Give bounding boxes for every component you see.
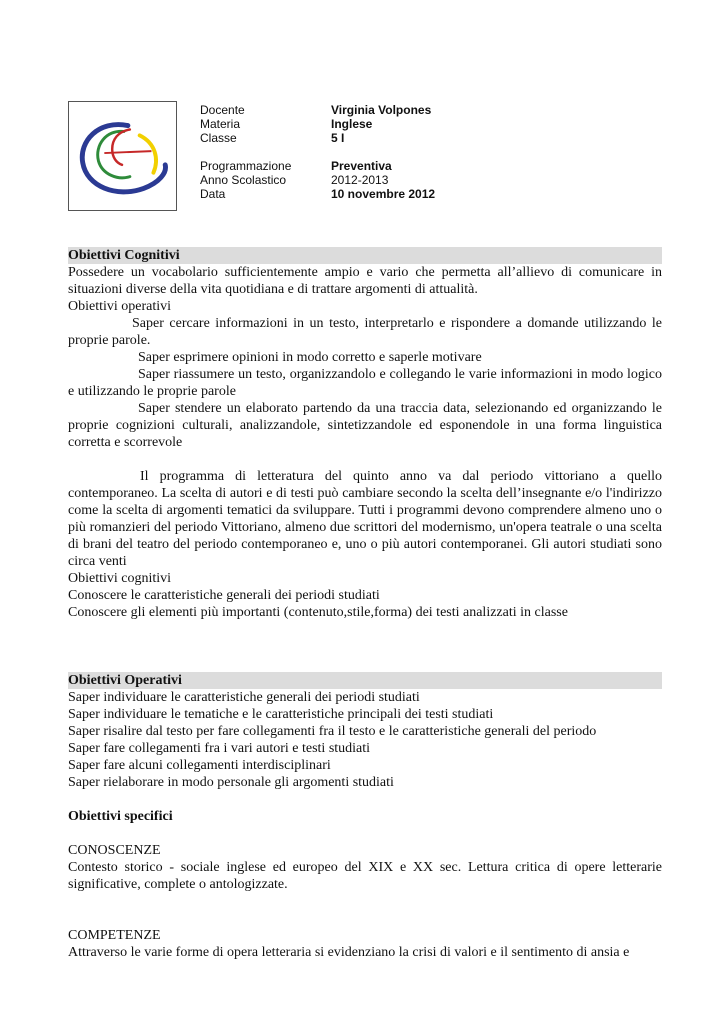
info-label: Docente <box>200 103 245 117</box>
info-label: Materia <box>200 117 241 131</box>
list-item: Saper esprimere opinioni in modo corretto e saperle motivare <box>138 350 482 365</box>
paragraph-conoscenze: Contesto storico - sociale inglese ed europeo del XIX e XX sec. Lettura critica di opere letterarie significative, complete o antologizzate. <box>68 860 662 892</box>
info-row-materia <box>200 117 435 131</box>
list-item: Saper fare alcuni collegamenti interdisciplinari <box>68 758 331 773</box>
paragraph-programma: Il programma di letteratura del quinto anno va dal periodo vittoriano a quello contemporaneo. La scelta di autori e di testi può cambiare secondo la scelta dell’insegnante e/o l'indirizzo come la scelta di argomenti tematici da sviluppare. Tutti i programmi devono comprendere almeno uno o più romanzieri del periodo Vittoriano, almeno due scrittori del modernismo, un'opera teatrale o una scelta di brani del teatro del periodo contemporaneo e, uno o più autori contemporanei. Gli autori studiati sono circa venti <box>68 469 662 569</box>
list-item: Saper cercare informazioni in un testo, interpretarlo e rispondere a domande utilizzando le proprie parole. <box>68 316 662 348</box>
info-value: 5 I <box>331 131 345 145</box>
school-logo <box>68 101 177 211</box>
label-operativi: Obiettivi operativi <box>68 299 172 314</box>
info-value: Inglese <box>331 117 373 131</box>
info-row-classe <box>200 131 435 145</box>
info-row-programmazione <box>200 159 435 173</box>
label-cognitivi: Obiettivi cognitivi <box>68 571 172 586</box>
info-label: Data <box>200 187 226 201</box>
list-item: Saper fare collegamenti fra i vari autori e testi studiati <box>68 741 371 756</box>
section-heading-cognitivi: Obiettivi Cognitivi <box>68 247 662 264</box>
list-item: Saper individuare le tematiche e le caratteristiche principali dei testi studiati <box>68 707 494 722</box>
info-value: 2012-2013 <box>331 173 389 187</box>
info-label: Classe <box>200 131 237 145</box>
heading-specifici: Obiettivi specifici <box>68 809 173 824</box>
info-value: Virginia Volpones <box>331 103 432 117</box>
info-label: Anno Scolastico <box>200 173 287 187</box>
paragraph-intro: Possedere un vocabolario sufficientemente ampio e vario che permetta all’allievo di comunicare in situazioni diverse della vita quotidiana e di trattare argomenti di attualità. <box>68 265 662 297</box>
info-value: 10 novembre 2012 <box>331 187 436 201</box>
list-item: Conoscere gli elementi più importanti (contenuto,stile,forma) dei testi analizzati in classe <box>68 605 568 620</box>
label-competenze: COMPETENZE <box>68 928 161 943</box>
info-row-data <box>200 187 435 201</box>
list-item: Saper individuare le caratteristiche generali dei periodi studiati <box>68 690 420 705</box>
header-info <box>200 103 435 201</box>
list-item: Saper stendere un elaborato partendo da una traccia data, selezionando ed organizzando le proprie cognizioni culturali, analizzandole, sintetizzandole ed esponendole in una forma linguistica corretta e scorrevole <box>68 401 662 450</box>
label-conoscenze: CONOSCENZE <box>68 843 161 858</box>
school-logo-icon <box>69 102 176 210</box>
document-body <box>68 247 662 961</box>
info-row-anno <box>200 173 435 187</box>
section-heading-operativi: Obiettivi Operativi <box>68 672 662 689</box>
paragraph-competenze: Attraverso le varie forme di opera letteraria si evidenziano la crisi di valori e il sentimento di ansia e <box>68 945 630 960</box>
list-item: Saper riassumere un testo, organizzandolo e collegando le varie informazioni in modo logico e utilizzando le proprie parole <box>68 367 662 399</box>
info-value: Preventiva <box>331 159 392 173</box>
info-label: Programmazione <box>200 159 292 173</box>
list-item: Saper risalire dal testo per fare collegamenti fra il testo e le caratteristiche generali del periodo <box>68 724 597 739</box>
list-item: Saper rielaborare in modo personale gli argomenti studiati <box>68 775 394 790</box>
info-row-docente <box>200 103 435 117</box>
list-item: Conoscere le caratteristiche generali dei periodi studiati <box>68 588 380 603</box>
